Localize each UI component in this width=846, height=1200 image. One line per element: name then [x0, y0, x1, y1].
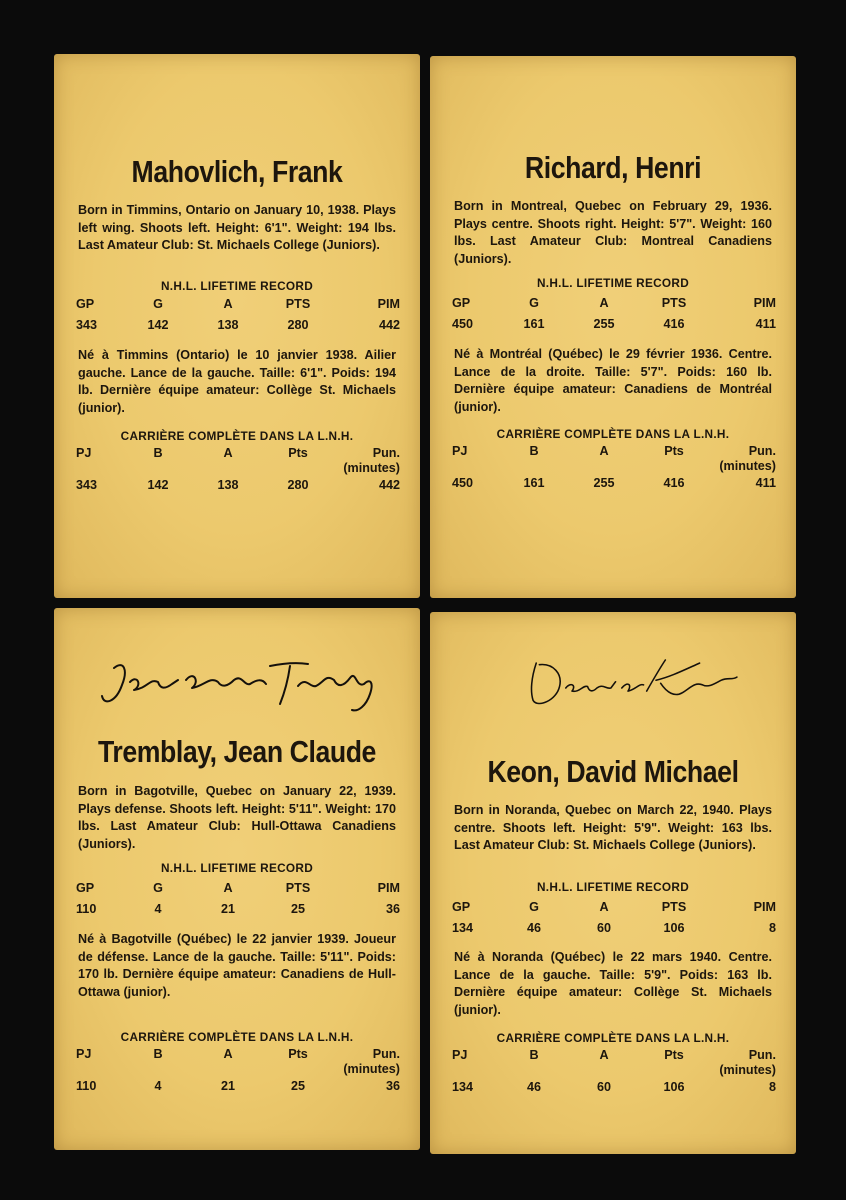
- carriere-value-row: [452, 473, 776, 494]
- col-header: PIM: [753, 900, 776, 914]
- col-header: PIM: [753, 296, 776, 310]
- stat-value: 450: [452, 317, 474, 331]
- col-header: A: [223, 297, 233, 311]
- col-header: B: [153, 446, 163, 460]
- minutes-label: (minutes): [719, 1063, 776, 1077]
- carriere-header-row: [452, 444, 776, 459]
- stat-value: 110: [76, 1079, 97, 1093]
- col-header: A: [599, 444, 609, 458]
- english-bio: Born in Bagotville, Quebec on January 22, 1939. Plays defense. Shoots left. Height: 5'11". Weight: 170 lbs. Last Amateur Club: Hull-Ottawa Canadiens (Juniors).: [78, 784, 396, 851]
- player-card-richard: [430, 56, 796, 598]
- record-heading: N.H.L. LIFETIME RECORD: [536, 880, 690, 894]
- record-header-row: [76, 294, 400, 315]
- carriere-table: [452, 1048, 776, 1098]
- autograph-signature: [520, 646, 750, 716]
- stat-value: 450: [452, 476, 474, 490]
- col-header: Pun.: [748, 444, 776, 458]
- french-bio: Né à Noranda (Québec) le 22 mars 1940. Centre. Lance de la gauche. Taille: 5'9". Poids: 163 lb. Dernière équipe amateur: Collège St. Michaels (junior).: [454, 950, 772, 1017]
- record-heading: N.H.L. LIFETIME RECORD: [536, 276, 690, 290]
- stat-value: 138: [217, 318, 239, 332]
- record-header-row: [76, 878, 400, 899]
- stat-value: 21: [220, 1079, 235, 1093]
- col-header: PIM: [377, 297, 400, 311]
- record-value-row: [452, 918, 776, 939]
- stat-value: 8: [768, 1080, 776, 1094]
- record-value-row: [452, 314, 776, 335]
- stat-value: 416: [663, 476, 685, 490]
- carriere-table: [76, 1047, 400, 1097]
- col-header: GP: [76, 881, 95, 895]
- carriere-heading: CARRIÈRE COMPLÈTE DANS LA L.N.H.: [496, 427, 730, 441]
- player-card-keon: [430, 612, 796, 1154]
- record-value-row: [76, 315, 400, 336]
- col-header: A: [223, 446, 233, 460]
- record-header-row: [452, 293, 776, 314]
- col-header: Pts: [288, 1047, 308, 1061]
- stat-value: 255: [593, 317, 615, 331]
- stat-value: 142: [147, 478, 169, 492]
- stat-value: 60: [596, 1080, 611, 1094]
- col-header: B: [529, 444, 539, 458]
- carriere-table: [452, 444, 776, 494]
- stat-value: 46: [526, 921, 541, 935]
- stat-value: 411: [755, 476, 776, 490]
- carriere-value-row: [452, 1077, 776, 1098]
- col-header: A: [599, 900, 609, 914]
- stat-value: 442: [378, 318, 400, 332]
- carriere-heading: CARRIÈRE COMPLÈTE DANS LA L.N.H.: [120, 429, 354, 443]
- col-header: A: [223, 1047, 233, 1061]
- player-card-tremblay: [54, 608, 420, 1150]
- col-header: Pun.: [748, 1048, 776, 1062]
- stat-value: 134: [452, 921, 474, 935]
- french-bio: Né à Montréal (Québec) le 29 février 1936. Centre. Lance de la droite. Taille: 5'7". Poids: 160 lb. Dernière équipe amateur: Canadiens de Montréal (junior).: [454, 347, 772, 414]
- record-value-row: [76, 899, 400, 920]
- stat-value: 36: [385, 902, 400, 916]
- col-header: GP: [452, 296, 471, 310]
- minutes-label: (minutes): [719, 459, 776, 473]
- col-header: PJ: [452, 1048, 468, 1062]
- col-header: PIM: [377, 881, 400, 895]
- col-header: G: [529, 296, 539, 310]
- col-header: A: [223, 881, 233, 895]
- stat-value: 4: [154, 1079, 162, 1093]
- stat-value: 110: [76, 902, 97, 916]
- col-header: B: [529, 1048, 539, 1062]
- col-header: Pts: [664, 444, 684, 458]
- stat-value: 106: [663, 921, 685, 935]
- col-header: PJ: [76, 446, 92, 460]
- player-name: Richard, Henri: [524, 150, 702, 185]
- carriere-heading: CARRIÈRE COMPLÈTE DANS LA L.N.H.: [496, 1031, 730, 1045]
- carriere-header-row: [452, 1048, 776, 1063]
- english-bio: Born in Montreal, Quebec on February 29, 1936. Plays centre. Shoots right. Height: 5'7". Weight: 160 lbs. Last Amateur Club: Montreal Canadiens (Juniors).: [454, 199, 772, 266]
- record-table: [76, 878, 400, 920]
- record-table: [76, 294, 400, 336]
- stat-value: 161: [523, 317, 545, 331]
- minutes-label: (minutes): [343, 461, 400, 475]
- stat-value: 343: [76, 318, 98, 332]
- record-heading: N.H.L. LIFETIME RECORD: [160, 861, 314, 875]
- col-header: Pts: [664, 1048, 684, 1062]
- record-heading: N.H.L. LIFETIME RECORD: [160, 279, 314, 293]
- record-table: [452, 897, 776, 939]
- english-bio: Born in Timmins, Ontario on January 10, 1938. Plays left wing. Shoots left. Height: 6'1". Weight: 194 lbs. Last Amateur Club: St. Michaels College (Juniors).: [78, 203, 396, 252]
- player-name: Keon, David Michael: [487, 754, 739, 789]
- col-header: Pun.: [372, 446, 400, 460]
- stat-value: 25: [290, 1079, 305, 1093]
- col-header: A: [599, 1048, 609, 1062]
- stat-value: 60: [596, 921, 611, 935]
- col-header: GP: [452, 900, 471, 914]
- col-header: PTS: [661, 900, 687, 914]
- stat-value: 142: [147, 318, 169, 332]
- stat-value: 343: [76, 478, 98, 492]
- record-header-row: [452, 897, 776, 918]
- autograph-signature: [94, 630, 384, 720]
- stat-value: 411: [755, 317, 776, 331]
- col-header: A: [599, 296, 609, 310]
- player-name: Tremblay, Jean Claude: [98, 734, 376, 769]
- stat-value: 280: [287, 318, 309, 332]
- col-header: PJ: [452, 444, 468, 458]
- col-header: PJ: [76, 1047, 92, 1061]
- col-header: GP: [76, 297, 95, 311]
- col-header: G: [153, 881, 163, 895]
- stat-value: 4: [154, 902, 162, 916]
- stat-value: 106: [663, 1080, 685, 1094]
- stat-value: 138: [217, 478, 239, 492]
- stat-value: 8: [768, 921, 776, 935]
- carriere-value-row: [76, 475, 400, 496]
- col-header: Pun.: [372, 1047, 400, 1061]
- stat-value: 161: [523, 476, 545, 490]
- carriere-header-row: [76, 446, 400, 461]
- french-bio: Né à Bagotville (Québec) le 22 janvier 1939. Joueur de défense. Lance de la gauche. Taille: 5'11". Poids: 170 lb. Dernière équipe amateur: Canadiens de Hull-Ottawa (junior).: [78, 932, 396, 999]
- stat-value: 36: [385, 1079, 400, 1093]
- french-bio: Né à Timmins (Ontario) le 10 janvier 1938. Ailier gauche. Lance de la gauche. Taille: 6'1". Poids: 194 lb. Dernière équipe amateur: Collège St. Michaels (junior).: [78, 348, 396, 415]
- col-header: B: [153, 1047, 163, 1061]
- stat-value: 255: [593, 476, 615, 490]
- stat-value: 46: [526, 1080, 541, 1094]
- carriere-heading: CARRIÈRE COMPLÈTE DANS LA L.N.H.: [120, 1030, 354, 1044]
- col-header: PTS: [285, 881, 311, 895]
- col-header: G: [529, 900, 539, 914]
- stat-value: 442: [378, 478, 400, 492]
- carriere-value-row: [76, 1076, 400, 1097]
- stat-value: 25: [290, 902, 305, 916]
- col-header: PTS: [285, 297, 311, 311]
- carriere-header-row: [76, 1047, 400, 1062]
- stat-value: 134: [452, 1080, 474, 1094]
- col-header: G: [153, 297, 163, 311]
- col-header: PTS: [661, 296, 687, 310]
- stat-value: 21: [220, 902, 235, 916]
- player-name: Mahovlich, Frank: [131, 154, 343, 189]
- carriere-table: [76, 446, 400, 496]
- minutes-label: (minutes): [343, 1062, 400, 1076]
- record-table: [452, 293, 776, 335]
- col-header: Pts: [288, 446, 308, 460]
- english-bio: Born in Noranda, Quebec on March 22, 1940. Plays centre. Shoots left. Height: 5'9". Weight: 163 lbs. Last Amateur Club: St. Michaels College (Juniors).: [454, 803, 772, 852]
- player-card-mahovlich: [54, 54, 420, 598]
- stat-value: 280: [287, 478, 309, 492]
- stat-value: 416: [663, 317, 685, 331]
